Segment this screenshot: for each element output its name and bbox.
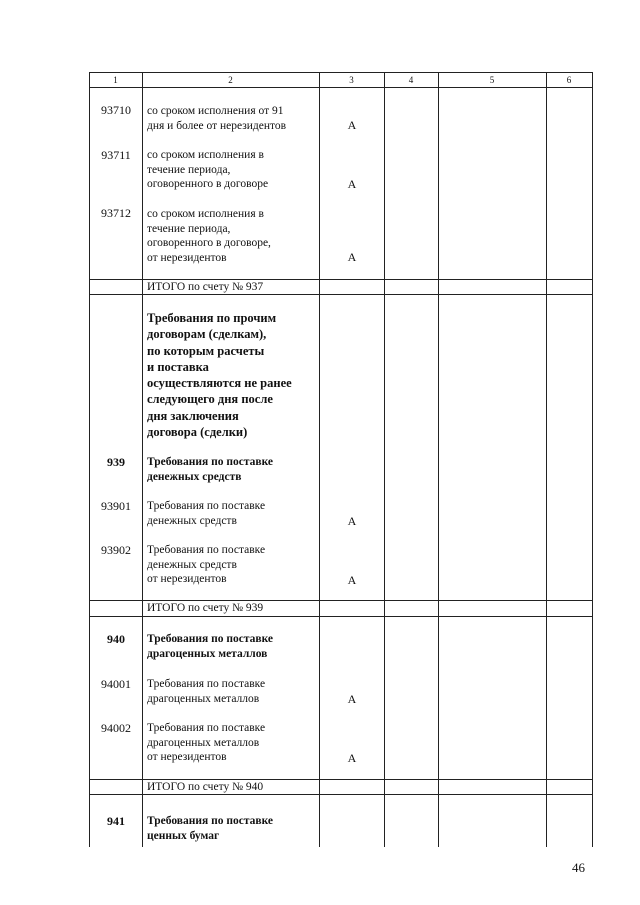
account-code: 93710 — [101, 103, 131, 117]
table-col-divider — [384, 72, 385, 847]
account-description: со сроком исполнения в течение периода, оговоренного в договоре — [147, 149, 269, 190]
account-description: со сроком исполнения в течение периода, оговоренного в договоре, от нерезидентов — [147, 208, 271, 264]
total-row-bottom — [89, 794, 593, 795]
account-code: 941 — [107, 814, 125, 828]
total-row-label: ИТОГО по счету № 937 — [147, 281, 264, 293]
total-row-label: ИТОГО по счету № 939 — [147, 602, 264, 614]
column-3-mark: А — [347, 514, 357, 528]
table-border-right — [592, 72, 593, 847]
column-header-1: 1 — [113, 75, 118, 85]
column-3-mark: А — [347, 177, 357, 191]
table-col-divider — [546, 72, 547, 847]
account-description: Требования по поставке драгоценных металлов от нерезидентов — [147, 722, 266, 763]
account-description: Требования по поставке драгоценных металлов — [147, 678, 266, 705]
page-number: 46 — [572, 860, 585, 875]
header-row-bottom — [89, 87, 593, 88]
account-code: 939 — [107, 455, 125, 469]
table-col-divider — [142, 72, 143, 847]
column-header-4: 4 — [408, 75, 414, 85]
account-code: 93711 — [101, 148, 131, 162]
column-3-mark: А — [347, 692, 357, 706]
column-3-mark: А — [347, 118, 357, 132]
total-row-bottom — [89, 616, 593, 617]
column-3-mark: А — [347, 250, 357, 264]
account-code: 94002 — [101, 721, 131, 735]
section-heading: Требования по прочим договорам (сделкам), по которым расчеты и поставка осуществляются не ранее следующего дня после дня заключения договора (сделки) — [147, 311, 292, 440]
table-col-divider — [438, 72, 439, 847]
account-code: 93712 — [101, 206, 131, 220]
account-description: Требования по поставке денежных средств от нерезидентов — [147, 544, 266, 585]
account-code: 93902 — [101, 543, 131, 557]
total-row-label: ИТОГО по счету № 940 — [147, 781, 264, 793]
column-header-5: 5 — [489, 75, 495, 85]
column-header-6: 6 — [566, 75, 572, 85]
table-border-top — [89, 72, 593, 73]
account-code: 94001 — [101, 677, 131, 691]
account-code: 93901 — [101, 499, 131, 513]
account-code: 940 — [107, 632, 125, 646]
total-row-bottom — [89, 294, 593, 295]
account-description: Требования по поставке денежных средств — [147, 456, 274, 483]
column-3-mark: А — [347, 751, 357, 765]
column-header-3: 3 — [349, 75, 354, 85]
column-header-2: 2 — [228, 75, 233, 85]
account-description: Требования по поставке драгоценных металлов — [147, 633, 274, 660]
account-description: со сроком исполнения от 91 дня и более от нерезидентов — [147, 105, 287, 132]
account-description: Требования по поставке ценных бумаг — [147, 815, 274, 842]
account-description: Требования по поставке денежных средств — [147, 500, 266, 527]
column-3-mark: А — [347, 573, 357, 587]
